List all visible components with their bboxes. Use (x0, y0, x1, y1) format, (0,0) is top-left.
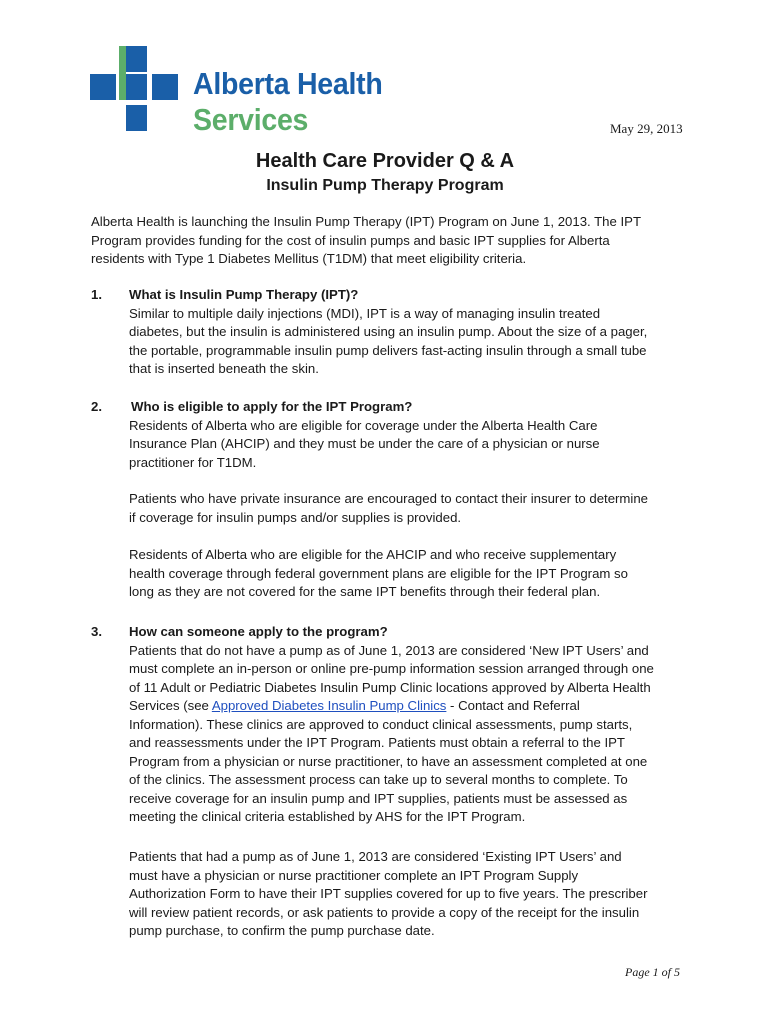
answer-line: must complete an in-person or online pre-pump information session arranged through one (129, 661, 654, 676)
answer-line: receive coverage for an insulin pump and IPT supplies, patients must be assessed as (129, 790, 628, 806)
answer-line: if coverage for insulin pumps and/or supplies is provided. (129, 509, 462, 525)
answer-line: must have a physician or nurse practitioner complete an IPT Program Supply (129, 867, 579, 883)
document-subtitle: Insulin Pump Therapy Program (266, 177, 504, 194)
answer-line: Information). These clinics are approved to conduct clinical assessments, pump starts, (129, 716, 633, 732)
answer-line: Insurance Plan (AHCIP) and they must be under the care of a physician or nurse (129, 436, 600, 451)
link-line-before: Services (see (129, 698, 212, 713)
answer-line: practitioner for T1DM. (129, 454, 257, 470)
intro-paragraph (91, 213, 691, 269)
answer-line: of the clinics. The assessment process can take up to several months to complete. To (129, 772, 628, 787)
link-line-after: - Contact and Referral (446, 698, 580, 713)
answer-line: of 11 Adult or Pediatric Diabetes Insulin Pump Clinic locations approved by Alberta Health (129, 679, 651, 695)
answer-paragraph (129, 417, 689, 473)
answer-line: the portable, programmable insulin pump delivers fast-acting insulin through a small tube (129, 342, 647, 358)
intro-line: Program provides funding for the cost of insulin pumps and basic IPT supplies for Alberta (91, 232, 610, 248)
answer-line: will review patient records, or ask patients to provide a copy of the receipt for the insulin (129, 904, 640, 920)
answer-line: health coverage through federal government plans are eligible for the IPT Program so (129, 565, 628, 581)
answer-line: Patients that had a pump as of June 1, 2013 are considered ‘Existing IPT Users’ and (129, 849, 622, 864)
answer-line: meeting the clinical criteria established by AHS for the IPT Program. (129, 809, 526, 824)
question-title: How can someone apply to the program? (129, 624, 388, 639)
approved-clinics-link[interactable]: Approved Diabetes Insulin Pump Clinics (211, 698, 447, 713)
answer-paragraph (129, 546, 689, 602)
answer-line: long as they are not covered for the same IPT benefits through their federal plan. (129, 584, 601, 599)
answer-paragraph (129, 305, 689, 379)
answer-line: Patients who have private insurance are encouraged to contact their insurer to determine (129, 491, 649, 506)
answer-line: pump purchase, to confirm the pump purchase date. (129, 923, 435, 938)
answer-line: Similar to multiple daily injections (MDI), IPT is a way of managing insulin treated (129, 305, 601, 321)
answer-line: and reassessments under the IPT Program. Patients must obtain a referral to the IPT (129, 735, 625, 750)
answer-paragraph (129, 642, 689, 827)
page-number: Page 1 of 5 (625, 965, 680, 979)
question-title: Who is eligible to apply for the IPT Program? (131, 399, 413, 414)
logo-text-line1: Alberta Health (193, 66, 383, 101)
question-number: 2. (91, 399, 102, 414)
answer-line: that is inserted beneath the skin. (129, 361, 319, 376)
logo-text-line2: Services (193, 102, 309, 137)
document-date: May 29, 2013 (610, 121, 683, 136)
answer-line: Residents of Alberta who are eligible for the AHCIP and who receive supplementary (129, 547, 617, 562)
question-title: What is Insulin Pump Therapy (IPT)? (129, 287, 359, 302)
answer-line: Authorization Form to have their IPT supplies covered for up to five years. The prescriber (129, 886, 648, 901)
intro-line: residents with Type 1 Diabetes Mellitus (T1DM) that meet eligibility criteria. (91, 251, 527, 266)
cross-logo-icon (90, 46, 182, 136)
question-number: 3. (91, 624, 102, 639)
answer-line: diabetes, but the insulin is administered using an insulin pump. About the size of a pager, (129, 324, 648, 339)
answer-paragraph (129, 490, 689, 527)
link-line (129, 697, 689, 716)
intro-line: Alberta Health is launching the Insulin Pump Therapy (IPT) Program on June 1, 2013. The IPT (91, 214, 642, 229)
answer-paragraph (129, 848, 689, 941)
answer-line: Patients that do not have a pump as of June 1, 2013 are considered ‘New IPT Users’ and (129, 642, 649, 658)
answer-line: Program from a physician or nurse practitioner, to have an assessment completed at one (129, 753, 648, 769)
document-title: Health Care Provider Q & A (255, 150, 515, 172)
alberta-health-services-logo (90, 46, 385, 136)
question-number: 1. (91, 287, 102, 302)
answer-line: Residents of Alberta who are eligible for coverage under the Alberta Health Care (129, 417, 598, 433)
